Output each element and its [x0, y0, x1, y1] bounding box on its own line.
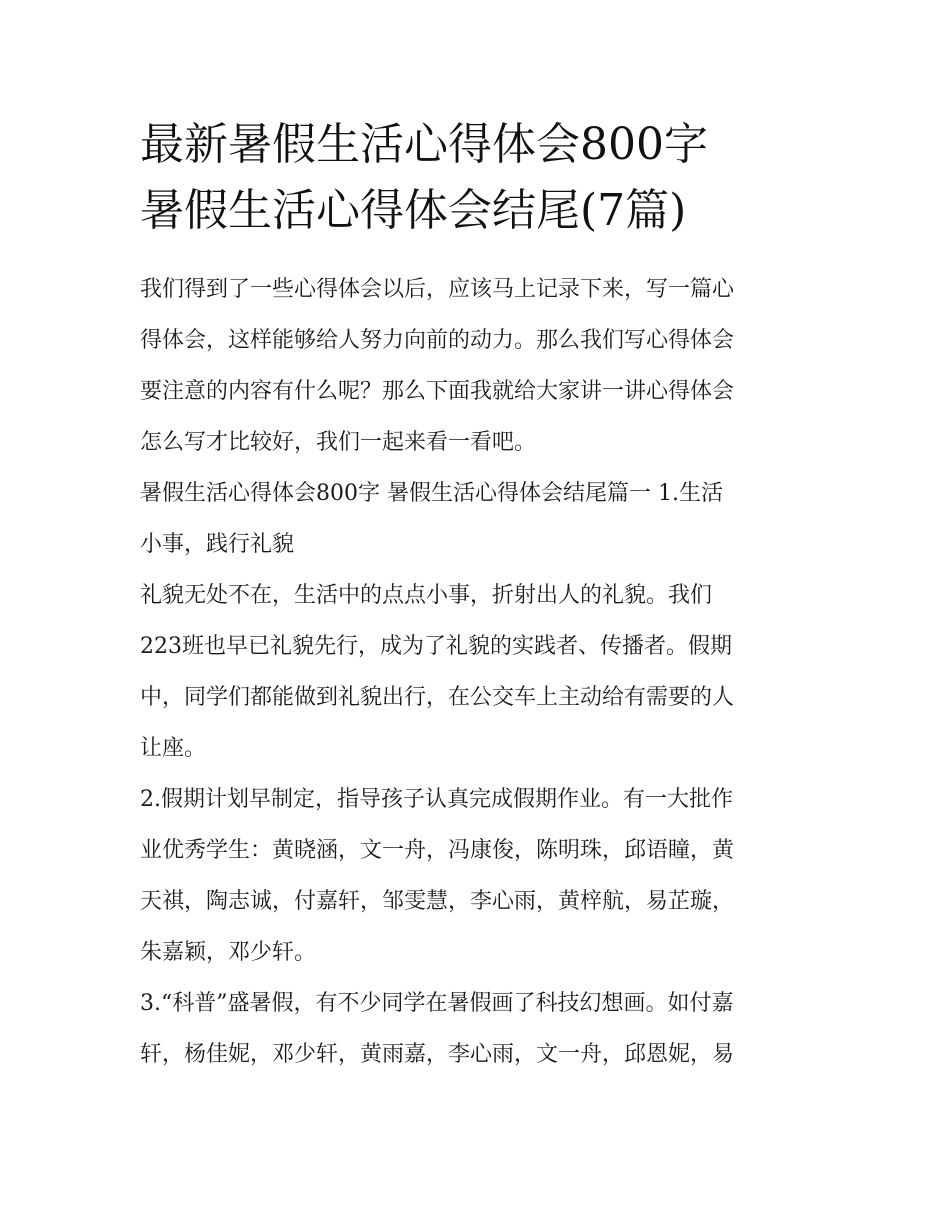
section-heading-paragraph	[140, 468, 815, 570]
courtesy-paragraph	[140, 570, 815, 774]
text-line: 中，同学们都能做到礼貌出行，在公交车上主动给有需要的人	[140, 685, 735, 710]
text-line: 223班也早已礼貌先行，成为了礼貌的实践者、传播者。假期	[140, 634, 732, 659]
text-line: 我们得到了一些心得体会以后，应该马上记录下来，写一篇心	[140, 277, 735, 302]
science-paragraph	[140, 978, 815, 1080]
text-line: 怎么写才比较好，我们一起来看一看吧。	[140, 430, 537, 455]
document-body	[140, 112, 815, 1080]
text-line: 3.“科普”盛暑假，有不少同学在暑假画了科技幻想画。如付嘉	[140, 991, 734, 1016]
text-line: 天祺，陶志诚，付嘉轩，邹雯慧，李心雨，黄梓航，易芷璇，	[140, 889, 735, 914]
text-line: 要注意的内容有什么呢？那么下面我就给大家讲一讲心得体会	[140, 379, 735, 404]
document-title	[140, 112, 815, 244]
text-line: 小事，践行礼貌	[140, 532, 295, 557]
intro-paragraph	[140, 264, 815, 468]
text-line: 2.假期计划早制定，指导孩子认真完成假期作业。有一大批作	[140, 787, 733, 812]
text-line: 暑假生活心得体会800字 暑假生活心得体会结尾篇一 1.生活	[140, 481, 723, 506]
text-line: 得体会，这样能够给人努力向前的动力。那么我们写心得体会	[140, 328, 735, 353]
text-line: 业优秀学生：黄晓涵，文一舟，冯康俊，陈明珠，邱语瞳，黄	[140, 838, 735, 863]
text-line: 礼貌无处不在，生活中的点点小事，折射出人的礼貌。我们	[140, 583, 713, 608]
homework-paragraph	[140, 774, 815, 978]
title-line: 暑假生活心得体会结尾(7篇)	[140, 185, 687, 236]
title-line: 最新暑假生活心得体会800字	[140, 119, 708, 170]
text-line: 让座。	[140, 736, 207, 761]
text-line: 朱嘉颖，邓少轩。	[140, 940, 317, 965]
text-line: 轩，杨佳妮，邓少轩，黄雨嘉，李心雨，文一舟，邱恩妮，易	[140, 1042, 735, 1067]
